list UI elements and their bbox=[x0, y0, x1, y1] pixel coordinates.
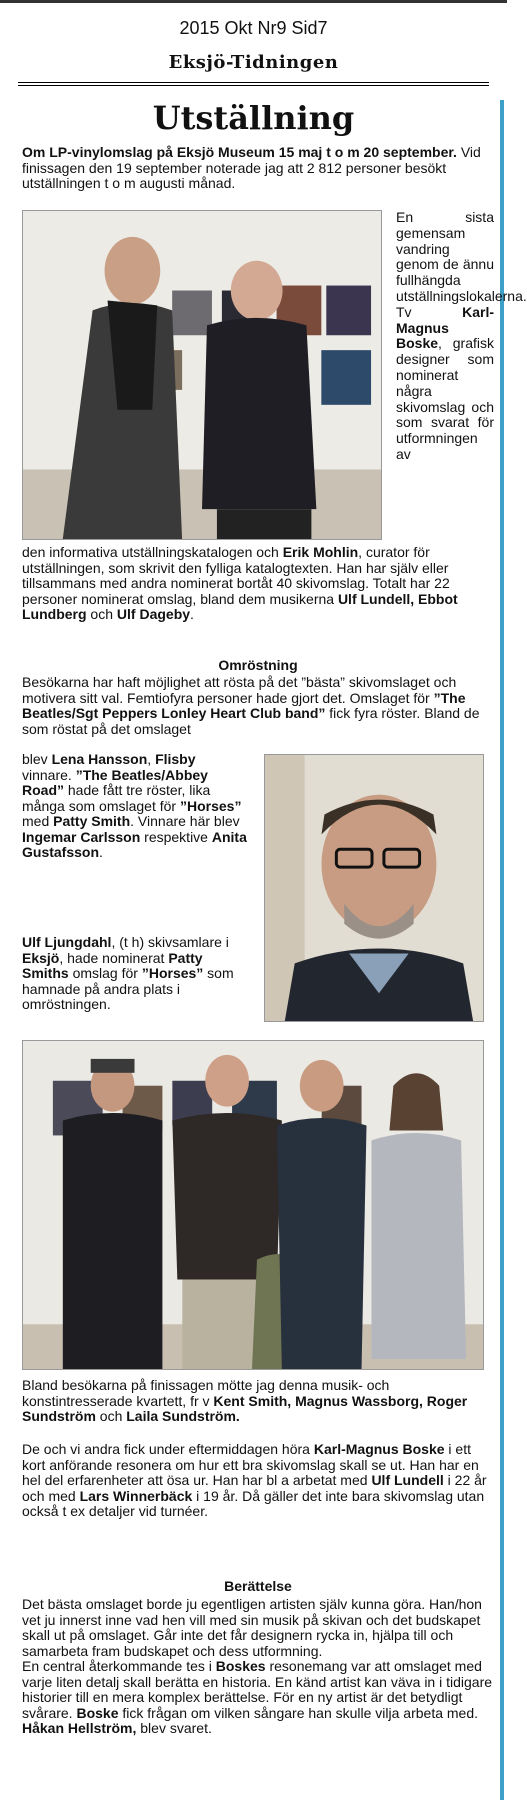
paragraph-speech bbox=[22, 1442, 494, 1520]
album-title: ”Horses” bbox=[179, 797, 242, 814]
person-name: Karl-Magnus Boske bbox=[396, 303, 494, 352]
text-span: i ett kort anförande resonera om hur ett bra skivomslag skall se ut. Han har en hel del erfarenheter att ösa ur. Han har bl a arbetat med bbox=[22, 1441, 479, 1488]
text-span: blev svaret. bbox=[136, 1720, 212, 1736]
person-name: Ulf Lundell bbox=[371, 1472, 444, 1488]
text-span: En central återkommande tes i bbox=[22, 1658, 216, 1674]
album-title: ”The Beatles/Sgt Peppers Lonley Heart Club band” bbox=[22, 689, 466, 721]
person-name: Ulf Dageby bbox=[116, 606, 191, 622]
side-column-text bbox=[396, 209, 527, 463]
text-span: hade fått tre röster, lika många som omslaget för bbox=[22, 782, 211, 814]
text-span: som hamnade på andra plats i omröstningen. bbox=[22, 965, 234, 1012]
text-span: och bbox=[86, 606, 117, 622]
text-span: . bbox=[190, 606, 194, 622]
person-name: Erik Mohlin bbox=[282, 544, 359, 560]
paragraph-curator bbox=[22, 545, 494, 623]
text-span: Besökarna har haft möjlighet att rösta på det ”bästa” skivomslaget och motivera sitt val. Femtiofyra personer hade gjort det. Omslaget för bbox=[22, 674, 457, 706]
person-name: Karl-Magnus Boske bbox=[313, 1441, 445, 1457]
newspaper-name: Eksjö-Tidningen bbox=[168, 52, 339, 73]
text-span: fick fyra röster. Bland de som röstat på det omslaget bbox=[22, 705, 480, 737]
text-span: , hade nominerat bbox=[59, 949, 169, 966]
place-name: Eksjö bbox=[22, 949, 60, 966]
top-border bbox=[0, 0, 507, 3]
subheading-vote: Omröstning bbox=[218, 657, 298, 673]
person-name: Ulf Ljungdahl bbox=[22, 934, 112, 950]
text-span: Det bästa omslaget borde ju egentligen artisten själv kunna göra. Han/hon vet ju innerst inne vad hen vill med sin musik på skivan och det budskapet skall ut på omslaget. Går inte det får designern rycka in, hjälpa till och samarbeta fram budskapet och dess utformning. bbox=[22, 1596, 482, 1659]
person-name: Boske bbox=[76, 1704, 119, 1721]
text-span: Bland besökarna på finissagen mötte jag denna musik- och konstintresserade kvartett, fr v bbox=[22, 1377, 390, 1409]
text-span: . Vinnare här blev bbox=[130, 813, 240, 829]
text-span: respektive bbox=[140, 828, 212, 845]
text-span: , bbox=[147, 751, 156, 767]
person-name: Håkan Hellström, bbox=[22, 1720, 137, 1736]
place-name: Flisby bbox=[155, 751, 196, 767]
person-name: Anita Gustafsson bbox=[22, 828, 247, 860]
lead-paragraph bbox=[22, 145, 494, 192]
person-name: Patty Smiths bbox=[22, 949, 203, 981]
text-span: vinnare. bbox=[22, 766, 76, 783]
text-span: , (t h) skivsamlare i bbox=[111, 934, 229, 950]
issue-label: 2015 Okt Nr9 Sid7 bbox=[179, 18, 328, 38]
text-span: med bbox=[22, 813, 54, 829]
text-span: i 19 år. Då gäller det inte bara skivomslag utan också t ex detaljer vid turnéer. bbox=[22, 1487, 485, 1519]
person-name: Lars Winnerbäck bbox=[79, 1487, 193, 1504]
photo-ulf-ljungdahl bbox=[264, 754, 484, 1022]
paragraph-thesis bbox=[22, 1659, 494, 1737]
article-headline: Utställning bbox=[152, 99, 355, 137]
text-span: den informativa utställningskatalogen och bbox=[22, 544, 283, 560]
photo-two-men-gallery bbox=[22, 210, 382, 540]
person-name: Lena Hansson bbox=[51, 751, 148, 767]
paragraph-ulf bbox=[22, 935, 247, 1013]
text-span: omslag för bbox=[68, 965, 142, 981]
text-span: , grafisk designer som nominerat några skivomslag och som svarat för utformningen av bbox=[396, 335, 494, 462]
person-name: Kent Smith, Magnus Wassborg, Roger Sundström bbox=[22, 1392, 468, 1424]
text-span: och bbox=[95, 1408, 127, 1424]
lead-bold: Om LP-vinylomslag på Eksjö Museum 15 maj t o m 20 september. bbox=[22, 144, 457, 160]
album-title: ”The Beatles/Abbey Road” bbox=[22, 766, 208, 798]
person-name: Ingemar Carlsson bbox=[22, 828, 141, 845]
paragraph-story bbox=[22, 1597, 494, 1737]
text-span: De och vi andra fick under eftermiddagen höra bbox=[22, 1441, 314, 1457]
subheading-story: Berättelse bbox=[224, 1578, 292, 1594]
paragraph-vote bbox=[22, 675, 494, 737]
text-span: i 22 år och med bbox=[22, 1472, 487, 1504]
text-span: fick frågan om vilken sångare han skulle vilja arbeta med. bbox=[118, 1704, 479, 1721]
text-span: blev bbox=[22, 751, 52, 767]
accent-bar bbox=[500, 100, 504, 1800]
person-name: Patty Smith bbox=[53, 813, 131, 829]
photo-caption bbox=[22, 1378, 494, 1425]
person-name: Laila Sundström. bbox=[126, 1408, 240, 1424]
person-name: Boskes bbox=[215, 1658, 266, 1674]
divider bbox=[18, 85, 489, 86]
lead-text: Vid finissagen den 19 september noterade jag att 2 812 personer besökt utställningen t o m augusti månad. bbox=[22, 144, 481, 191]
text-span: . bbox=[99, 844, 103, 860]
text-span: resonemang var att omslaget med varje liten detalj skall berätta en historia. En känd artist kan väva in i tidigare historier till en mera komplex berättelse. För en ny artist är det betydligt svårare. bbox=[22, 1658, 493, 1721]
paragraph-winners bbox=[22, 752, 247, 861]
text-span: En sista gemensam vandring genom de ännu fullhängda utställningslokalerna. Tv bbox=[396, 209, 527, 320]
person-name: Ulf Lundell, Ebbot Lundberg bbox=[22, 590, 458, 622]
album-title: ”Horses” bbox=[141, 965, 204, 981]
text-span: , curator för utställningen, som skrivit den fylliga katalogtexten. Han har själv eller tillsammans med andra nominerat bortåt 40 skivomslag. Totalt har 22 personer nominerat omslag, bland dem musikerna bbox=[22, 544, 450, 607]
photo-quartet bbox=[22, 1040, 484, 1370]
divider bbox=[18, 82, 489, 83]
